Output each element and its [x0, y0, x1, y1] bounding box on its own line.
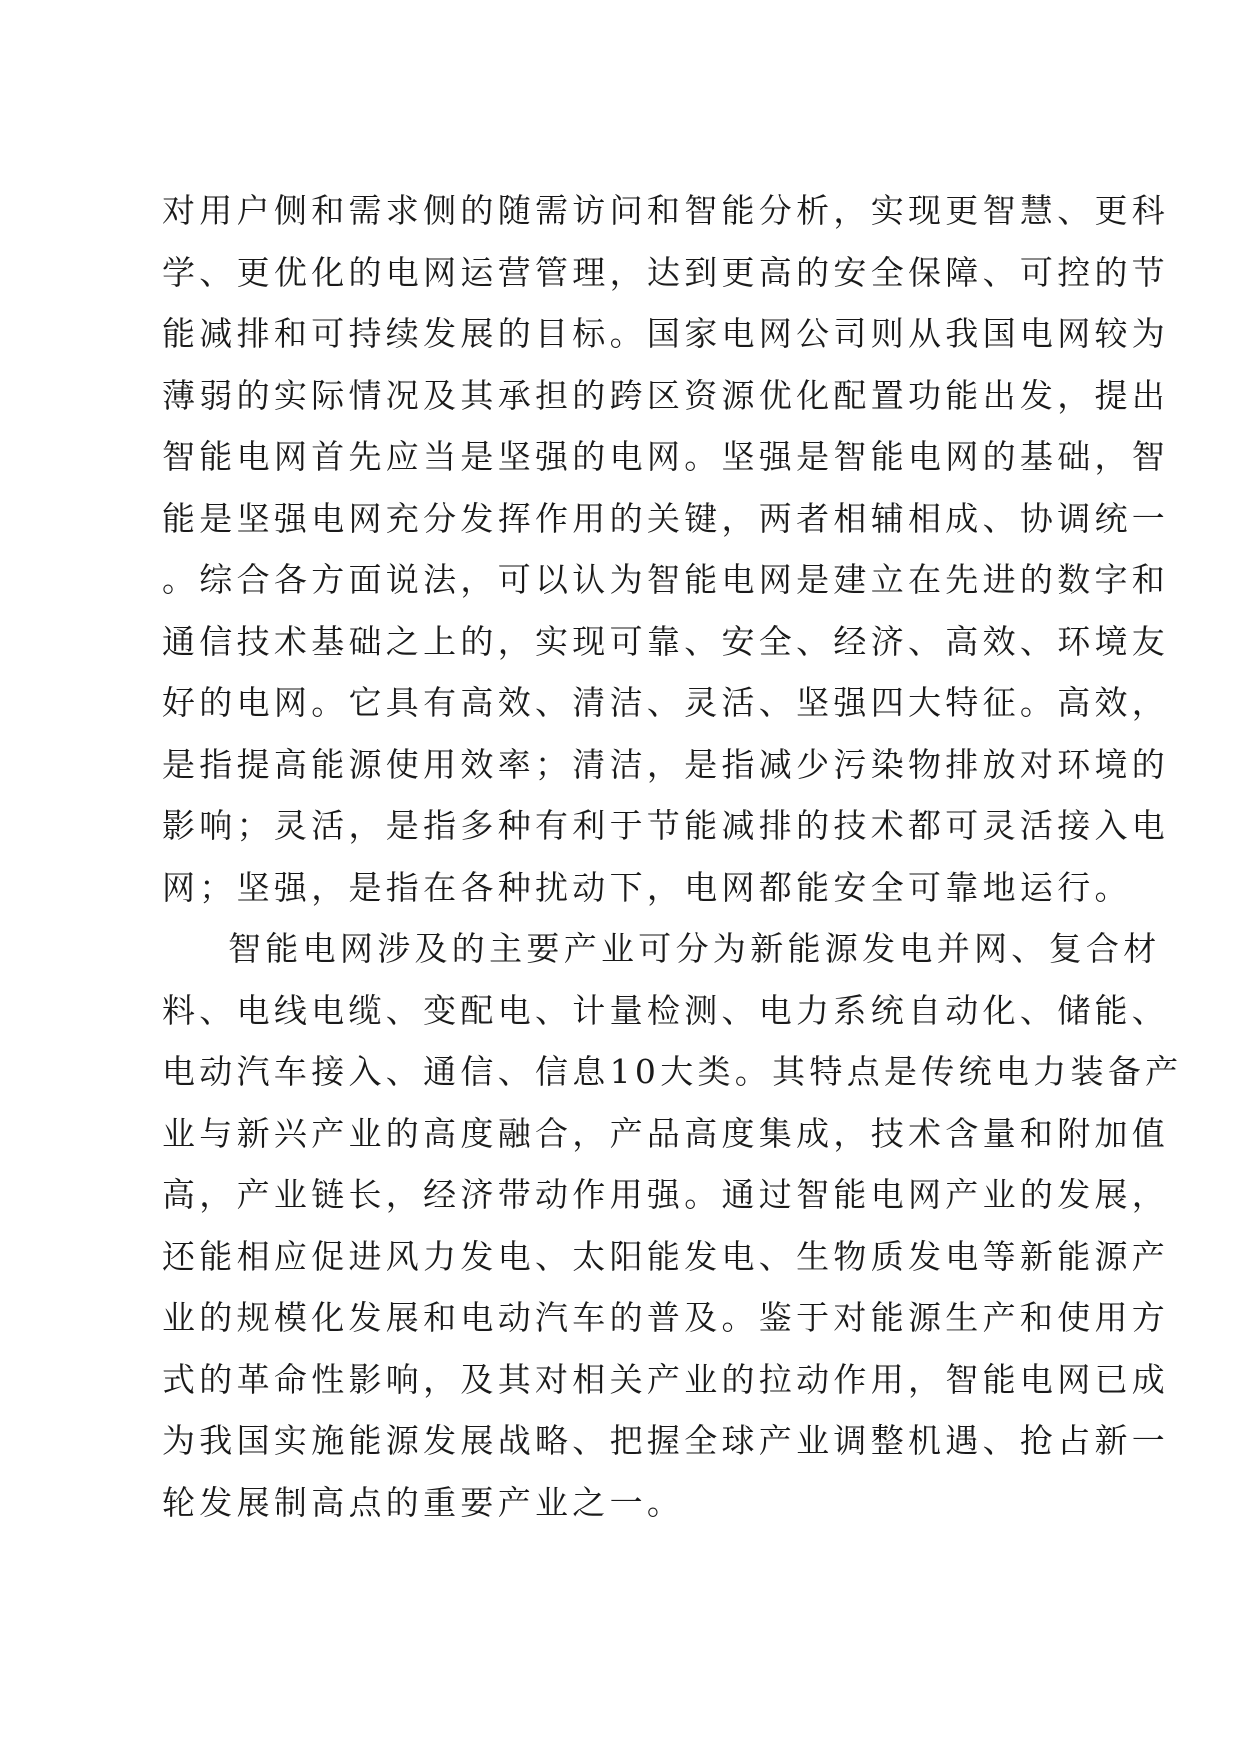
paragraph-2 — [162, 918, 1183, 1533]
text-line: 料、电线电缆、变配电、计量检测、电力系统自动化、储能、 — [162, 990, 1170, 1030]
text-line: 好的电网。它具有高效、清洁、灵活、坚强四大特征。高效， — [162, 683, 1170, 722]
text-line: 电动汽车接入、通信、信息10大类。其特点是传统电力装备产 — [162, 1052, 1183, 1091]
text-line: 智能电网首先应当是坚强的电网。坚强是智能电网的基础，智 — [162, 437, 1170, 476]
text-line: 式的革命性影响，及其对相关产业的拉动作用，智能电网已成 — [162, 1359, 1170, 1399]
text-line: 影响；灵活，是指多种有利于节能减排的技术都可灵活接入电 — [162, 806, 1170, 845]
body-text — [162, 180, 1183, 1533]
text-line: 业的规模化发展和电动汽车的普及。鉴于对能源生产和使用方 — [162, 1298, 1170, 1337]
text-line: 对用户侧和需求侧的随需访问和智能分析，实现更智慧、更科 — [162, 191, 1170, 230]
text-line: 。综合各方面说法，可以认为智能电网是建立在先进的数字和 — [162, 560, 1170, 599]
text-line: 智能电网涉及的主要产业可分为新能源发电并网、复合材 — [228, 929, 1161, 968]
text-line: 网；坚强，是指在各种扰动下，电网都能安全可靠地运行。 — [162, 867, 1132, 907]
text-line: 薄弱的实际情况及其承担的跨区资源优化配置功能出发，提出 — [162, 375, 1170, 415]
text-line: 通信技术基础之上的，实现可靠、安全、经济、高效、环境友 — [162, 621, 1170, 661]
text-line: 轮发展制高点的重要产业之一。 — [162, 1482, 685, 1522]
text-line: 能是坚强电网充分发挥作用的关键，两者相辅相成、协调统一 — [162, 498, 1170, 538]
text-line: 还能相应促进风力发电、太阳能发电、生物质发电等新能源产 — [162, 1236, 1170, 1276]
text-line: 为我国实施能源发展战略、把握全球产业调整机遇、抢占新一 — [162, 1421, 1170, 1460]
text-line: 业与新兴产业的高度融合，产品高度集成，技术含量和附加值 — [162, 1113, 1170, 1153]
text-line: 能减排和可持续发展的目标。国家电网公司则从我国电网较为 — [162, 314, 1170, 353]
text-line: 学、更优化的电网运营管理，达到更高的安全保障、可控的节 — [162, 252, 1170, 292]
text-line: 是指提高能源使用效率；清洁，是指减少污染物排放对环境的 — [162, 744, 1170, 784]
text-line: 高，产业链长，经济带动作用强。通过智能电网产业的发展， — [162, 1175, 1170, 1214]
paragraph-1 — [162, 180, 1170, 918]
